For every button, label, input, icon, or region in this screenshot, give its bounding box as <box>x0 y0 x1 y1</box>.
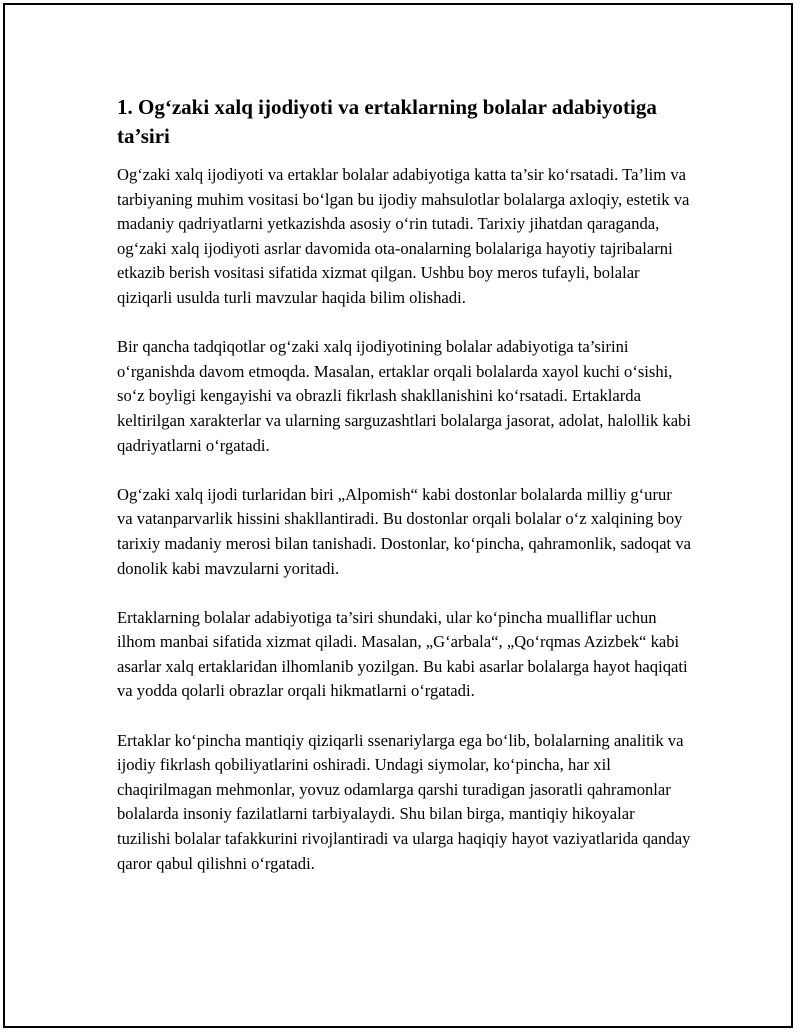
section-heading: 1. Og‘zaki xalq ijodiyoti va ertaklarning bolalar adabiyotiga ta’siri <box>117 95 657 148</box>
paragraph-5: Ertaklar ko‘pincha mantiqiy qiziqarli ssenariylarga ega bo‘lib, bolalarning analitik va ijodiy fikrlash qobiliyatlarini oshiradi. Undagi siymolar, ko‘pincha, har xil chaqirilmagan mehmonlar, yovuz odamlarga qarshi turadigan jasoratli qahramonlar bolalarda insoniy fazilatlarni tarbiyalaydi. Shu bilan birga, mantiqiy hikoyalar tuzilishi bolalar tafakkurini rivojlantiradi va ularga haqiqiy hayot vaziyatlarida qanday qaror qabul qilishni o‘rgatadi. <box>117 730 691 873</box>
paragraph-4: Ertaklarning bolalar adabiyotiga ta’siri shundaki, ular ko‘pincha mualliflar uchun ilhom manbai sifatida xizmat qiladi. Masalan, „G‘arbala“, „Qo‘rqmas Azizbek“ kabi asarlar xalq ertaklaridan ilhomlanib yozilgan. Bu kabi asarlar bolalarga hayot haqiqati va yodda qolarli obrazlar orqali hikmatlarni o‘rgatadi. <box>117 607 688 701</box>
paragraph-2: Bir qancha tadqiqotlar og‘zaki xalq ijodiyotining bolalar adabiyotiga ta’sirini o‘rganishda davom etmoqda. Masalan, ertaklar orqali bolalarda xayol kuchi o‘sishi, so‘z boyligi kengayishi va obrazli fikrlash shakllanishini ko‘rsatadi. Ertaklarda keltirilgan xarakterlar va ularning sarguzashtlari bolalarga jasorat, adolat, halollik kabi qadriyatlarni o‘rgatadi. <box>117 337 691 455</box>
paragraph-1: Og‘zaki xalq ijodiyoti va ertaklar bolalar adabiyotiga katta ta’sir ko‘rsatadi. Ta’lim va tarbiyaning muhim vositasi bo‘lgan bu ijodiy mahsulotlar bolalarga axloqiy, estetik va madaniy qadriyatlarni yetkazishda asosiy o‘rin tutadi. Tarixiy jihatdan qaraganda, og‘zaki xalq ijodiyoti asrlar davomida ota-onalarning bolalariga hayotiy tajribalarni etkazib berish vositasi sifatida xizmat qilgan. Ushbu boy meros tufayli, bolalar qiziqarli usulda turli mavzular haqida bilim olishadi. <box>117 165 690 307</box>
document-body <box>117 93 691 901</box>
paragraph-3: Og‘zaki xalq ijodi turlaridan biri „Alpomish“ kabi dostonlar bolalarda milliy g‘urur va vatanparvarlik hissini shakllantiradi. Bu dostonlar orqali bolalar o‘z xalqining boy tarixiy madaniy merosi bilan tanishadi. Dostonlar, ko‘pincha, qahramonlik, sadoqat va donolik kabi mavzularni yoritadi. <box>117 484 691 578</box>
